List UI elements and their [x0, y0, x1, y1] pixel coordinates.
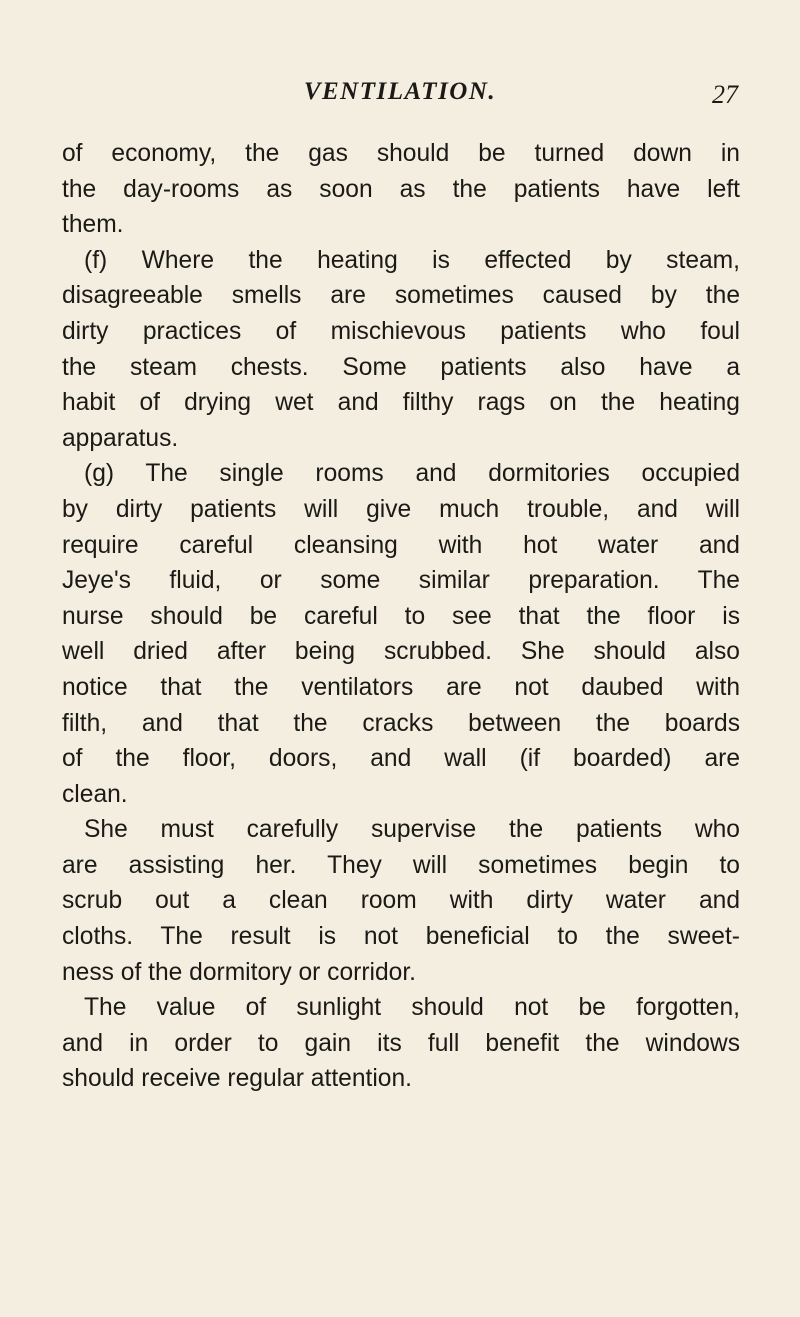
- body-text: [62, 136, 740, 1097]
- text-line: The value of sunlight should not be forgotten,: [84, 994, 740, 1022]
- text-line: of the floor, doors, and wall (if boarded) are: [62, 745, 740, 773]
- text-line: should receive regular attention.: [62, 1065, 412, 1093]
- text-line: clean.: [62, 780, 128, 808]
- text-line: scrub out a clean room with dirty water and: [62, 887, 740, 915]
- running-head: [62, 78, 738, 114]
- text-line: well dried after being scrubbed. She should also: [62, 638, 740, 666]
- text-line: them.: [62, 211, 124, 239]
- text-line: nurse should be careful to see that the floor is: [62, 602, 740, 630]
- text-line: cloths. The result is not beneficial to the sweet-: [62, 923, 740, 951]
- text-line: disagreeable smells are sometimes caused by the: [62, 282, 740, 310]
- text-line: She must carefully supervise the patients who: [84, 816, 740, 844]
- text-line: the day-rooms as soon as the patients have left: [62, 175, 740, 203]
- text-line: notice that the ventilators are not daubed with: [62, 673, 740, 701]
- text-line: require careful cleansing with hot water and: [62, 531, 740, 559]
- text-line: by dirty patients will give much trouble, and will: [62, 495, 740, 523]
- text-line: of economy, the gas should be turned down in: [62, 140, 740, 167]
- text-line: dirty practices of mischievous patients who foul: [62, 317, 740, 345]
- text-line: ness of the dormitory or corridor.: [62, 958, 417, 986]
- text-line: and in order to gain its full benefit the windows: [62, 1029, 740, 1057]
- text-line: the steam chests. Some patients also have a: [62, 353, 740, 381]
- running-title: VENTILATION.: [303, 78, 497, 105]
- text-line: filth, and that the cracks between the boards: [62, 709, 740, 737]
- page-number: 27: [712, 80, 738, 109]
- text-line: (g) The single rooms and dormitories occupied: [84, 460, 740, 488]
- text-line: (f) Where the heating is effected by steam,: [84, 246, 740, 274]
- text-line: habit of drying wet and filthy rags on the heating: [62, 389, 740, 417]
- text-line: apparatus.: [62, 424, 179, 452]
- text-line: are assisting her. They will sometimes begin to: [62, 851, 740, 879]
- text-line: Jeye's fluid, or some similar preparation. The: [62, 567, 740, 595]
